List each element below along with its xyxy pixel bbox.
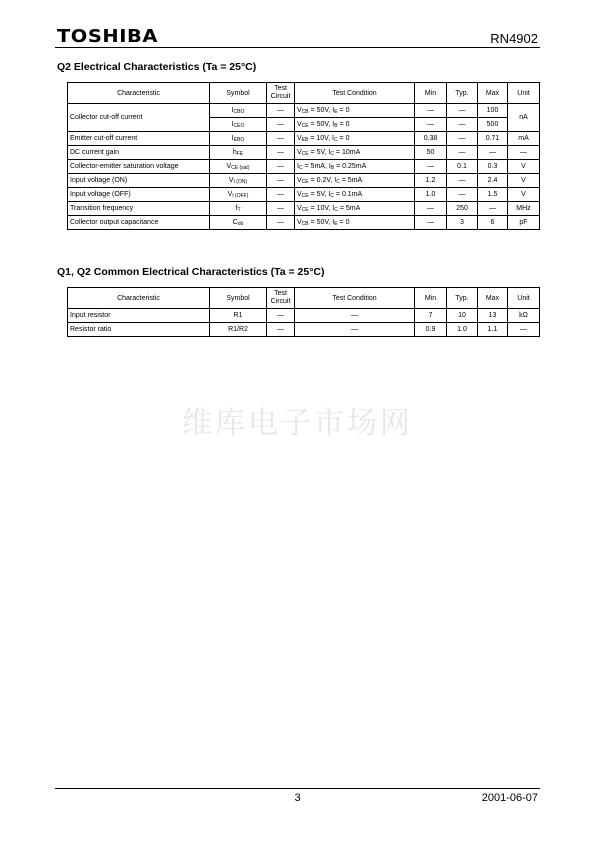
condition-text: = 10V, I xyxy=(308,134,334,142)
cell-test-condition: — xyxy=(295,309,415,323)
col-header-symbol: Symbol xyxy=(210,288,267,309)
condition-subscript: E xyxy=(334,220,338,227)
symbol-subscript: EBO xyxy=(233,136,245,143)
condition-text: = 5mA xyxy=(339,176,363,184)
cell-symbol xyxy=(210,118,267,132)
condition-subscript: CE xyxy=(301,178,309,185)
common-characteristics-table xyxy=(67,287,540,337)
col-header-test-circuit xyxy=(267,288,295,309)
col-header-test-condition: Test Condition xyxy=(295,288,415,309)
symbol-subscript: CE (sat) xyxy=(231,164,250,171)
table-header-row xyxy=(68,83,540,104)
table-row xyxy=(68,160,540,174)
condition-subscript: C xyxy=(334,206,338,213)
condition-text: = 50V, I xyxy=(308,218,335,226)
condition-text: = 10mA xyxy=(333,148,361,156)
cell-characteristic: DC current gain xyxy=(68,146,210,160)
cell-characteristic: Collector cut-off current xyxy=(68,104,210,132)
condition-text: = 5mA, I xyxy=(302,162,331,170)
condition-text: = 5V, I xyxy=(308,148,331,156)
condition-subscript: CE xyxy=(301,206,309,213)
condition-text: I xyxy=(297,162,299,170)
cell-unit: pF xyxy=(508,216,540,230)
col-header-circuit: Circuit xyxy=(270,93,291,100)
symbol-subscript: CEO xyxy=(233,122,245,129)
table-row xyxy=(68,309,540,323)
cell-max: 13 xyxy=(478,309,508,323)
symbol-main: I xyxy=(231,106,234,114)
condition-subscript: B xyxy=(330,164,335,171)
footer-rule xyxy=(55,788,540,789)
cell-test-circuit: — xyxy=(267,104,295,118)
condition-subscript: C xyxy=(330,192,334,199)
table-row xyxy=(68,104,540,118)
cell-test-circuit: — xyxy=(267,174,295,188)
cell-max: 500 xyxy=(478,118,508,132)
condition-text: = 0 xyxy=(337,106,350,114)
col-header-test-circuit xyxy=(267,83,295,104)
cell-test-condition xyxy=(295,118,415,132)
condition-subscript: EB xyxy=(301,136,309,143)
condition-subscript: CB xyxy=(301,108,309,115)
section-title-common: Q1, Q2 Common Electrical Characteristics (Ta = 25°C) xyxy=(57,266,325,278)
cell-characteristic: Collector output capacitance xyxy=(68,216,210,230)
condition-subscript: C xyxy=(333,136,338,143)
cell-test-condition xyxy=(295,188,415,202)
cell-typ: 10 xyxy=(447,309,478,323)
table-header-row xyxy=(68,288,540,309)
cell-typ: 250 xyxy=(447,202,478,216)
symbol-main: h xyxy=(232,148,237,156)
symbol-main: V xyxy=(227,190,233,198)
col-header-symbol: Symbol xyxy=(210,83,267,104)
cell-symbol xyxy=(210,174,267,188)
symbol-main: C xyxy=(232,218,238,226)
condition-text: V xyxy=(297,204,302,212)
cell-test-condition xyxy=(295,132,415,146)
cell-test-circuit: — xyxy=(267,309,295,323)
cell-test-condition xyxy=(295,216,415,230)
cell-characteristic: Emitter cut-off current xyxy=(68,132,210,146)
cell-unit: — xyxy=(508,146,540,160)
cell-test-circuit: — xyxy=(267,323,295,337)
cell-typ: — xyxy=(447,104,478,118)
condition-text: V xyxy=(297,218,302,226)
symbol-subscript: ob xyxy=(237,220,244,227)
cell-max: — xyxy=(478,202,508,216)
cell-unit: MHz xyxy=(508,202,540,216)
cell-max: 2.4 xyxy=(478,174,508,188)
cell-min: 0.38 xyxy=(415,132,447,146)
symbol-subscript: I (OFF) xyxy=(232,192,249,199)
cell-symbol xyxy=(210,160,267,174)
cell-test-circuit: — xyxy=(267,160,295,174)
cell-unit: kΩ xyxy=(508,309,540,323)
condition-subscript: CB xyxy=(301,220,309,227)
cell-min: — xyxy=(415,104,447,118)
table-row xyxy=(68,132,540,146)
condition-text: V xyxy=(297,190,302,198)
condition-subscript: E xyxy=(334,108,338,115)
symbol-subscript: I (ON) xyxy=(233,178,248,185)
condition-text: = 0 xyxy=(337,218,350,226)
header-rule xyxy=(55,47,540,48)
cell-min: 1.0 xyxy=(415,188,447,202)
cell-typ: 3 xyxy=(447,216,478,230)
cell-symbol xyxy=(210,202,267,216)
condition-text: V xyxy=(297,134,302,142)
condition-text: V xyxy=(297,120,302,128)
condition-text: = 10V, I xyxy=(308,204,335,212)
page-number: 3 xyxy=(294,792,301,804)
cell-characteristic: Input voltage (ON) xyxy=(68,174,210,188)
cell-characteristic: Collector-emitter saturation voltage xyxy=(68,160,210,174)
cell-test-circuit: — xyxy=(267,202,295,216)
condition-text: = 0.1mA xyxy=(333,190,363,198)
cell-min: 7 xyxy=(415,309,447,323)
table-row xyxy=(68,323,540,337)
toshiba-logo: TOSHIBA xyxy=(57,26,158,47)
cell-unit: V xyxy=(508,174,540,188)
cell-symbol xyxy=(210,146,267,160)
cell-characteristic: Input resistor xyxy=(68,309,210,323)
cell-test-circuit: — xyxy=(267,188,295,202)
cell-unit: mA xyxy=(508,132,540,146)
symbol-subscript: CBO xyxy=(233,108,245,115)
table-row xyxy=(68,146,540,160)
table-row xyxy=(68,174,540,188)
cell-symbol xyxy=(210,132,267,146)
cell-unit: — xyxy=(508,323,540,337)
cell-min: — xyxy=(415,118,447,132)
col-header-max: Max xyxy=(478,288,508,309)
cell-min: 0.9 xyxy=(415,323,447,337)
condition-subscript: CE xyxy=(301,150,309,157)
symbol-subscript: T xyxy=(237,206,241,213)
condition-subscript: C xyxy=(336,178,340,185)
col-header-typ: Typ. xyxy=(447,288,478,309)
part-number: RN4902 xyxy=(490,31,538,46)
col-header-test: Test xyxy=(274,85,287,92)
condition-text: = 5mA xyxy=(337,204,361,212)
condition-text: = 0.25mA xyxy=(334,162,367,170)
cell-min: — xyxy=(415,160,447,174)
condition-subscript: C xyxy=(330,150,334,157)
col-header-min: Min xyxy=(415,83,447,104)
cell-unit: V xyxy=(508,188,540,202)
col-header-test-condition: Test Condition xyxy=(295,83,415,104)
common-table-body xyxy=(68,309,540,337)
cell-typ: — xyxy=(447,146,478,160)
cell-min: — xyxy=(415,216,447,230)
symbol-main: I xyxy=(231,134,234,142)
symbol-subscript: FE xyxy=(236,150,244,157)
cell-symbol: R1 xyxy=(210,309,267,323)
cell-min: — xyxy=(415,202,447,216)
symbol-main: V xyxy=(226,162,232,170)
cell-test-condition xyxy=(295,160,415,174)
col-header-circuit: Circuit xyxy=(270,298,291,305)
section-title-q2: Q2 Electrical Characteristics (Ta = 25°C) xyxy=(57,61,257,73)
cell-symbol xyxy=(210,216,267,230)
condition-text: = 0.2V, I xyxy=(308,176,337,184)
cell-max: 1.5 xyxy=(478,188,508,202)
symbol-main: I xyxy=(231,120,234,128)
symbol-main: V xyxy=(228,176,234,184)
cell-max: 100 xyxy=(478,104,508,118)
condition-text: = 0 xyxy=(337,120,350,128)
col-header-unit: Unit xyxy=(508,288,540,309)
cell-min: 50 xyxy=(415,146,447,160)
col-header-typ: Typ. xyxy=(447,83,478,104)
cell-typ: — xyxy=(447,132,478,146)
q2-characteristics-table xyxy=(67,82,540,230)
cell-test-condition xyxy=(295,202,415,216)
condition-text: = 0 xyxy=(337,134,350,142)
cell-test-condition xyxy=(295,174,415,188)
q2-table-body xyxy=(68,104,540,230)
condition-text: V xyxy=(297,148,302,156)
cell-characteristic: Input voltage (OFF) xyxy=(68,188,210,202)
cell-unit: nA xyxy=(508,104,540,132)
cell-unit: V xyxy=(508,160,540,174)
table-row xyxy=(68,216,540,230)
condition-text: V xyxy=(297,176,302,184)
cell-test-condition: — xyxy=(295,323,415,337)
col-header-characteristic: Characteristic xyxy=(68,288,210,309)
table-row xyxy=(68,188,540,202)
col-header-min: Min xyxy=(415,288,447,309)
cell-typ: 0.1 xyxy=(447,160,478,174)
cell-symbol xyxy=(210,104,267,118)
condition-text: = 50V, I xyxy=(308,106,335,114)
cell-typ: — xyxy=(447,188,478,202)
cell-typ: 1.0 xyxy=(447,323,478,337)
cell-test-circuit: — xyxy=(267,216,295,230)
col-header-test: Test xyxy=(274,290,287,297)
col-header-characteristic: Characteristic xyxy=(68,83,210,104)
cell-test-circuit: — xyxy=(267,146,295,160)
cell-test-circuit: — xyxy=(267,132,295,146)
cell-min: 1.2 xyxy=(415,174,447,188)
cell-symbol xyxy=(210,188,267,202)
cell-typ: — xyxy=(447,174,478,188)
condition-text: = 50V, I xyxy=(308,120,335,128)
cell-characteristic: Transition frequency xyxy=(68,202,210,216)
col-header-max: Max xyxy=(478,83,508,104)
condition-subscript: CE xyxy=(301,192,309,199)
cell-characteristic: Resistor ratio xyxy=(68,323,210,337)
cell-max: 1.1 xyxy=(478,323,508,337)
condition-text: = 5V, I xyxy=(308,190,331,198)
cell-test-condition xyxy=(295,146,415,160)
col-header-unit: Unit xyxy=(508,83,540,104)
cell-test-condition xyxy=(295,104,415,118)
table-row xyxy=(68,202,540,216)
cell-max: 0.3 xyxy=(478,160,508,174)
document-date: 2001-06-07 xyxy=(481,792,538,804)
cell-max: — xyxy=(478,146,508,160)
condition-subscript: B xyxy=(334,122,338,129)
cell-symbol: R1/R2 xyxy=(210,323,267,337)
cell-max: 6 xyxy=(478,216,508,230)
cell-typ: — xyxy=(447,118,478,132)
condition-subscript: C xyxy=(298,164,303,171)
condition-subscript: CE xyxy=(301,122,309,129)
condition-text: V xyxy=(297,106,302,114)
cell-test-circuit: — xyxy=(267,118,295,132)
cell-max: 0.71 xyxy=(478,132,508,146)
symbol-main: f xyxy=(235,204,238,212)
watermark-text: 维库电子市场网 xyxy=(182,406,413,441)
